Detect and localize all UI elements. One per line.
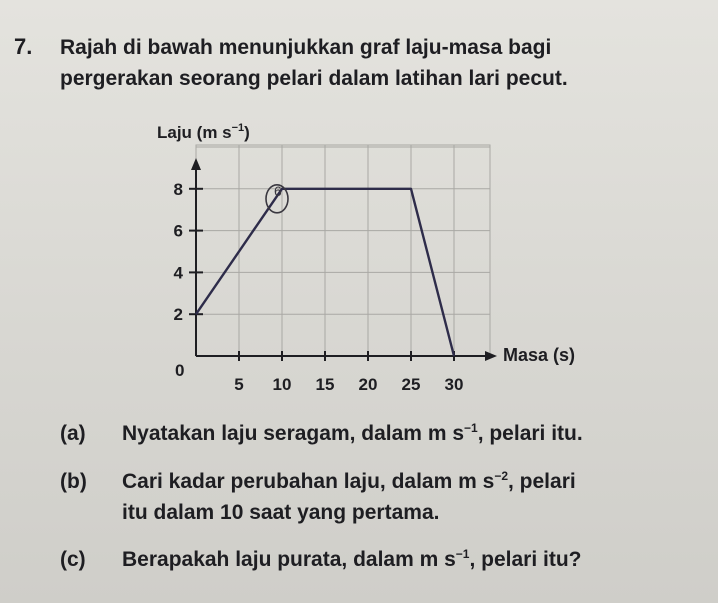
part-a-sup: −1 [464,421,478,435]
y-axis-label-close: ) [244,123,250,142]
annotation-mark: 6 [274,182,282,199]
part-a-label: (a) [60,422,86,445]
part-c-end: , pelari itu? [469,548,582,571]
x-tick-label: 5 [234,375,244,394]
y-tick-label: 4 [173,263,183,283]
y-tick-label: 6 [173,221,183,241]
y-tick-label: 2 [173,305,183,325]
x-axis-label: Masa (s) [503,345,576,365]
part-b [60,466,700,528]
part-b-line-2: itu dalam 10 saat yang pertama. [122,501,440,524]
y-axis-label [157,122,250,142]
part-b-text: Cari kadar perubahan laju, dalam m s [122,470,495,493]
y-axis-label-main: Laju (m s [157,123,232,142]
part-a [60,418,700,449]
x-tick-label: 20 [358,375,378,394]
part-a-text: Nyatakan laju seragam, dalam m s [122,422,464,445]
x-tick-label: 15 [315,375,335,394]
part-c-label: (c) [60,548,86,571]
part-c-text: Berapakah laju purata, dalam m s [122,548,456,571]
stem-line-1: Rajah di bawah menunjukkan graf laju-masa bagi [60,36,552,59]
part-c-sup: −1 [455,547,470,561]
stem-line-2: pergerakan seorang pelari dalam latihan lari pecut. [60,67,568,90]
x-tick-label: 25 [401,375,421,394]
x-axis-arrow [485,351,497,361]
part-b-end: , pelari [508,470,576,493]
part-b-sup: −2 [494,469,508,483]
y-axis-arrow [191,158,201,170]
origin-label: 0 [175,361,185,380]
y-tick-label: 8 [173,179,183,199]
x-tick-label: 30 [444,375,464,394]
x-tick-label: 10 [272,375,292,394]
ticks [174,180,464,394]
part-b-label: (b) [60,470,87,493]
question-number: 7. [14,34,33,59]
part-c [60,544,700,575]
y-axis-label-sup: −1 [231,122,245,134]
part-a-end: , pelari itu. [477,422,583,445]
